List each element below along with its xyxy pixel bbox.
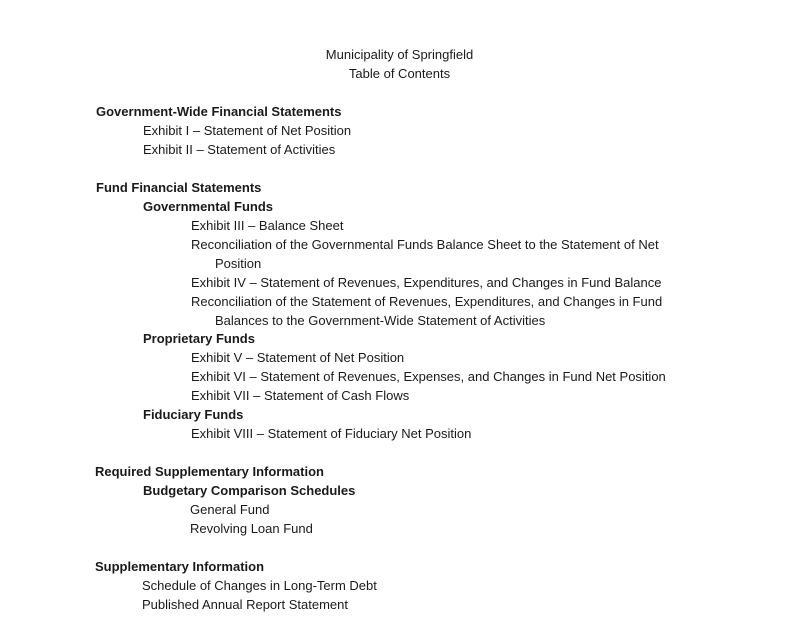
subsection-heading-budgetary-comparison: Budgetary Comparison Schedules: [143, 483, 356, 498]
toc-entry: Exhibit VII – Statement of Cash Flows: [191, 388, 410, 403]
toc-entry: Schedule of Changes in Long-Term Debt: [142, 578, 377, 593]
toc-entry-continuation: Position: [215, 256, 262, 271]
toc-entry: Exhibit IV – Statement of Revenues, Expenditures, and Changes in Fund Balance: [191, 275, 662, 290]
toc-entry: Revolving Loan Fund: [190, 521, 313, 536]
subsection-heading-fiduciary-funds: Fiduciary Funds: [143, 407, 244, 422]
subsection-heading-governmental-funds: Governmental Funds: [143, 199, 274, 214]
toc-entry: Exhibit III – Balance Sheet: [191, 218, 344, 233]
section-heading-fund-financial: Fund Financial Statements: [96, 180, 262, 195]
toc-entry: General Fund: [190, 502, 270, 517]
section-heading-supplementary: Supplementary Information: [95, 559, 265, 574]
document-organization: Municipality of Springfield: [325, 47, 474, 62]
toc-entry: Published Annual Report Statement: [142, 597, 348, 612]
toc-entry: Exhibit V – Statement of Net Position: [191, 350, 405, 365]
section-heading-government-wide: Government-Wide Financial Statements: [96, 104, 342, 119]
toc-entry: Exhibit VI – Statement of Revenues, Expenses, and Changes in Fund Net Position: [191, 369, 666, 384]
section-heading-required-supplementary: Required Supplementary Information: [95, 464, 324, 479]
toc-entry: Exhibit II – Statement of Activities: [143, 142, 336, 157]
toc-entry: Exhibit I – Statement of Net Position: [143, 123, 352, 138]
toc-entry: Exhibit VIII – Statement of Fiduciary Net Position: [191, 426, 472, 441]
toc-entry: Reconciliation of the Governmental Funds Balance Sheet to the Statement of Net: [191, 237, 659, 252]
subsection-heading-proprietary-funds: Proprietary Funds: [143, 331, 255, 346]
document-heading: Table of Contents: [348, 66, 451, 81]
toc-entry: Reconciliation of the Statement of Revenues, Expenditures, and Changes in Fund: [191, 294, 663, 309]
toc-entry-continuation: Balances to the Government-Wide Statement of Activities: [215, 313, 546, 328]
